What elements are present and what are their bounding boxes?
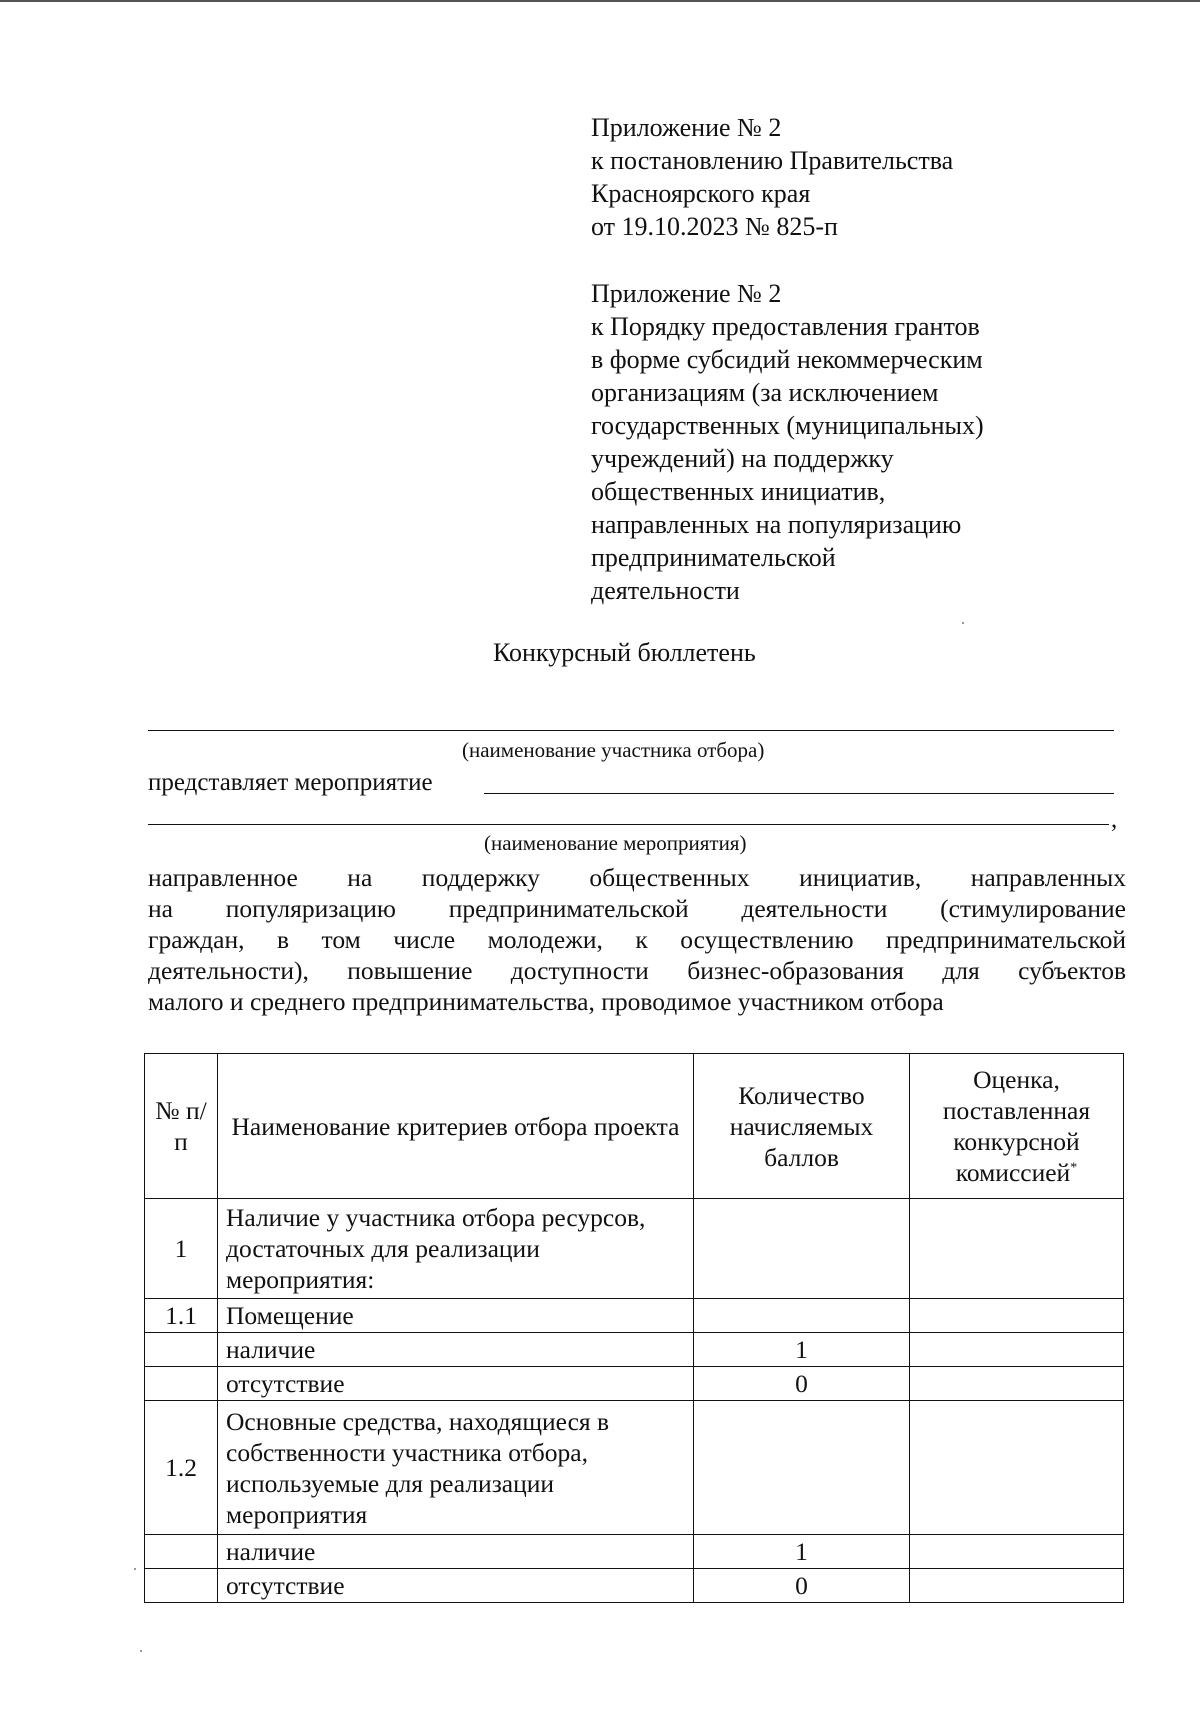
row-score-cell[interactable]: [910, 1367, 1124, 1401]
row-points: 1: [694, 1333, 910, 1367]
event-caption: (наименование мероприятия): [484, 831, 747, 855]
row-criterion: Основные средства, находящиеся в собственности участника отбора, используемые для реализации мероприятия: [218, 1401, 694, 1535]
row-points: 0: [694, 1367, 910, 1401]
header-num: № п/п: [145, 1054, 218, 1199]
row-points: 0: [694, 1569, 910, 1603]
header-criteria: Наименование критериев отбора проекта: [218, 1054, 694, 1199]
event-label: представляет мероприятие: [148, 769, 433, 796]
scan-speck: [962, 622, 964, 624]
row-num: [145, 1535, 218, 1569]
event-comma: ,: [1111, 806, 1118, 833]
appendix-procedure-block: [591, 277, 984, 607]
appendix-line: к Порядку предоставления грантов: [591, 312, 980, 341]
paragraph-line: на популяризацию предпринимательской деятельности (стимулирование: [148, 894, 1126, 923]
appendix-line: к постановлению Правительства: [591, 146, 954, 175]
appendix-line: направленных на популяризацию: [591, 510, 962, 539]
row-criterion: Помещение: [218, 1299, 694, 1333]
row-num: [145, 1367, 218, 1401]
appendix-line: деятельности: [591, 576, 740, 605]
table-row: [145, 1401, 1124, 1535]
table-row: [145, 1199, 1124, 1299]
appendix-resolution-block: [591, 111, 953, 243]
appendix-line: предпринимательской: [591, 543, 836, 572]
row-points: 1: [694, 1535, 910, 1569]
paragraph-line: граждан, в том числе молодежи, к осуществлению предпринимательской: [148, 925, 1126, 954]
row-criterion: отсутствие: [218, 1569, 694, 1603]
row-score-cell[interactable]: [910, 1401, 1124, 1535]
purpose-paragraph: [148, 862, 1126, 1017]
paragraph-line: направленное на поддержку общественных инициатив, направленных: [148, 863, 1126, 892]
table-row: [145, 1535, 1124, 1569]
scan-top-edge: [0, 0, 1200, 2]
scan-speck: [140, 1650, 142, 1652]
table-row: [145, 1367, 1124, 1401]
table-row: [145, 1333, 1124, 1367]
row-score-cell[interactable]: [910, 1299, 1124, 1333]
row-criterion: Наличие у участника отбора ресурсов, достаточных для реализации мероприятия:: [218, 1199, 694, 1299]
row-score-cell[interactable]: [910, 1199, 1124, 1299]
row-points: [694, 1299, 910, 1333]
appendix-line: Красноярского края: [591, 179, 811, 208]
row-num: [145, 1333, 218, 1367]
row-criterion: отсутствие: [218, 1367, 694, 1401]
document-title: Конкурсный бюллетень: [493, 638, 756, 667]
row-criterion: наличие: [218, 1333, 694, 1367]
appendix-line: организациям (за исключением: [591, 378, 939, 407]
event-name-field[interactable]: [484, 793, 1114, 794]
row-score-cell[interactable]: [910, 1333, 1124, 1367]
paragraph-line: деятельности), повышение доступности бизнес-образования для субъектов: [148, 956, 1126, 985]
row-score-cell[interactable]: [910, 1569, 1124, 1603]
appendix-line: государственных (муниципальных): [591, 411, 984, 440]
appendix-line: в форме субсидий некоммерческим: [591, 345, 983, 374]
row-num: 1: [145, 1199, 218, 1299]
appendix-line: Приложение № 2: [591, 113, 782, 142]
row-num: [145, 1569, 218, 1603]
table-row: [145, 1299, 1124, 1333]
participant-name-field[interactable]: [148, 730, 1114, 731]
appendix-line: от 19.10.2023 № 825-п: [591, 212, 838, 241]
appendix-line: учреждений) на поддержку: [591, 444, 894, 473]
row-criterion: наличие: [218, 1535, 694, 1569]
header-score-text: Оценка, поставленная конкурсной комиссией: [942, 1065, 1091, 1187]
header-points: Количество начисляемых баллов: [694, 1054, 910, 1199]
participant-caption: (наименование участника отбора): [462, 738, 765, 762]
row-points: [694, 1199, 910, 1299]
row-num: 1.1: [145, 1299, 218, 1333]
appendix-line: общественных инициатив,: [591, 477, 886, 506]
event-name-field-continued[interactable]: [148, 824, 1109, 825]
scan-speck: [134, 1568, 136, 1570]
table-header-row: [145, 1054, 1124, 1199]
paragraph-line: малого и среднего предпринимательства, проводимое участником отбора: [148, 987, 944, 1016]
appendix-line: Приложение № 2: [591, 279, 782, 308]
row-points: [694, 1401, 910, 1535]
row-num: 1.2: [145, 1401, 218, 1535]
table-row: [145, 1569, 1124, 1603]
footnote-mark: *: [1070, 1160, 1078, 1176]
header-score: [910, 1054, 1124, 1199]
criteria-table: [144, 1053, 1124, 1603]
row-score-cell[interactable]: [910, 1535, 1124, 1569]
